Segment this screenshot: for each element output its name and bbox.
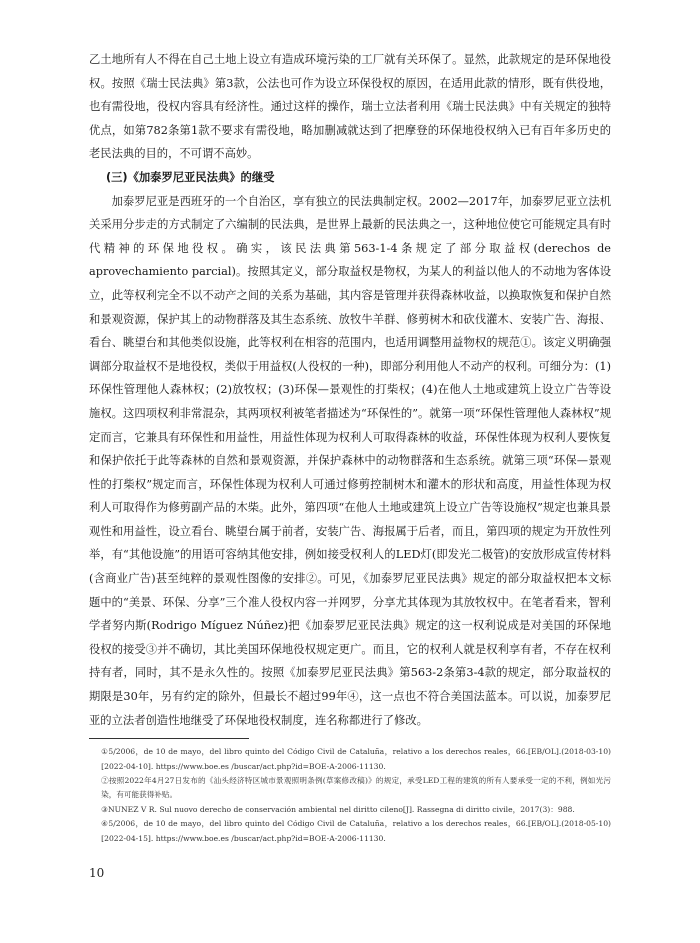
footnote-4: ④5/2006，de 10 de mayo，del libro quinto del Código Civil de Cataluña，relativo a los derechos reales，66.[EB/OL].(2018-05-10)[2022-04-15]. https://www.boe.es /buscar/act.php?id=BOE-A-2006-11130. bbox=[101, 819, 611, 843]
footnote-divider bbox=[89, 738, 249, 739]
footnote-3: ③NUNEZ V R. Sul nuovo derecho de conservación ambiental nel diritto cileno[J]. Rassegna di diritto civile，2017(3)：988. bbox=[101, 804, 575, 814]
footnote-1: ①5/2006，de 10 de mayo，del libro quinto del Código Civil de Cataluña，relativo a los derechos reales，66.[EB/OL].(2018-03-10)[2022-04-10]. https://www.boe.es /buscar/act.php?id=BOE-A-2006-11130. bbox=[101, 747, 611, 771]
section-title: 《加泰罗尼亚民法典》的继受 bbox=[127, 170, 275, 184]
section-number: (三) bbox=[105, 170, 128, 184]
section-heading bbox=[89, 166, 611, 190]
body-paragraph: 加泰罗尼亚是西班牙的一个自治区，享有独立的民法典制定权。2002—2017年，加泰罗尼亚立法机关采用分步走的方式制定了六编制的民法典，是世界上最新的民法典之一，这种地位使它可能规定具有时代精神的环保地役权。确实，该民法典第563-1-4条规定了部分取益权(derechos de aprovechamiento parcial)。按照其定义，部分取益权是物权，为某人的利益以他人的不动地为客体设立，此等权利完全不以不动产之间的关系为基础，其内容是管理并获得森林收益，以换取恢复和保护自然和景观资源，保护其上的动物群落及其生态系统、放牧牛羊群、修剪树木和砍伐灌木、安装广告、海报、看台、眺望台和其他类似设施，此等权利在相容的范围内，也适用调整用益物权的规范①。该定义明确强调部分取益权不是地役权，类似于用益权(人役权的一种)，即部分利用他人不动产的权利。可细分为：(1)环保性管理他人森林权；(2)放牧权；(3)环保—景观性的打柴权；(4)在他人土地或建筑上设立广告等设施权。这四项权利非常混杂，其两项权利被笔者描述为“环保性的”。就第一项“环保性管理他人森林权”规定而言，它兼具有环保性和用益性，用益性体现为权利人可取得森林的收益，环保性体现为权利人要恢复和保护依托于此等森林的自然和景观资源，并保护森林中的动物群落和生态系统。就第三项“环保—景观性的打柴权”规定而言，环保性体现为权利人可通过修剪控制树木和灌木的形状和高度，用益性体现为权利人可取得作为修剪副产品的木柴。此外，第四项“在他人土地或建筑上设立广告等设施权”规定也兼具景观性和用益性，设立看台、眺望台属于前者，安装广告、海报属于后者，而且，第四项的规定为开放性列举，有“其他设施”的用语可容纳其他安排，例如接受权利人的LED灯(即发光二极管)的安放形成宣传材料(含商业广告)甚至纯粹的景观性图像的安排②。可见，《加泰罗尼亚民法典》规定的部分取益权把本文标题中的“美景、环保、分享”三个准人役权内容一并网罗，分享尤其体现为其放牧权中。在笔者看来，智利学者努内斯(Rodrigo Míguez Núñez)把《加泰罗尼亚民法典》规定的这一权利说成是对美国的环保地役权的接受③并不确切，其比美国环保地役权规定更广。而且，它的权利人就是权利享有者，不存在权利持有者，同时，其不是永久性的。按照《加泰罗尼亚民法典》第563-2条第3-4款的规定，部分取益权的期限是30年，另有约定的除外，但最长不超过99年④，这一点也不符合美国法蓝本。可以说，加泰罗尼亚的立法者创造性地继受了环保地役权制度，连名称都进行了修改。 bbox=[89, 194, 611, 727]
footnote-2: ②按照2022年4月27日发布的《汕头经济特区城市景观照明条例(草案修改稿)》的规定，承受LED工程的建筑的所有人要承受一定的不利，例如光污染，有可能获得补贴。 bbox=[101, 776, 611, 800]
body-paragraph-continued: 乙土地所有人不得在自己土地上设立有造成环境污染的工厂就有关环保了。显然，此款规定的是环保地役权。按照《瑞士民法典》第3款，公法也可作为设立环保役权的原因，在适用此款的情形，既有供役地，也有需役地，役权内容具有经济性。通过这样的操作，瑞士立法者利用《瑞士民法典》中有关规定的独特优点，如第782条第1款不要求有需役地，略加删减就达到了把摩登的环保地役权纳入已有百年多历史的老民法典的目的，不可谓不高妙。 bbox=[89, 53, 611, 161]
page-number: 10 bbox=[89, 866, 105, 880]
page-body bbox=[89, 48, 611, 846]
